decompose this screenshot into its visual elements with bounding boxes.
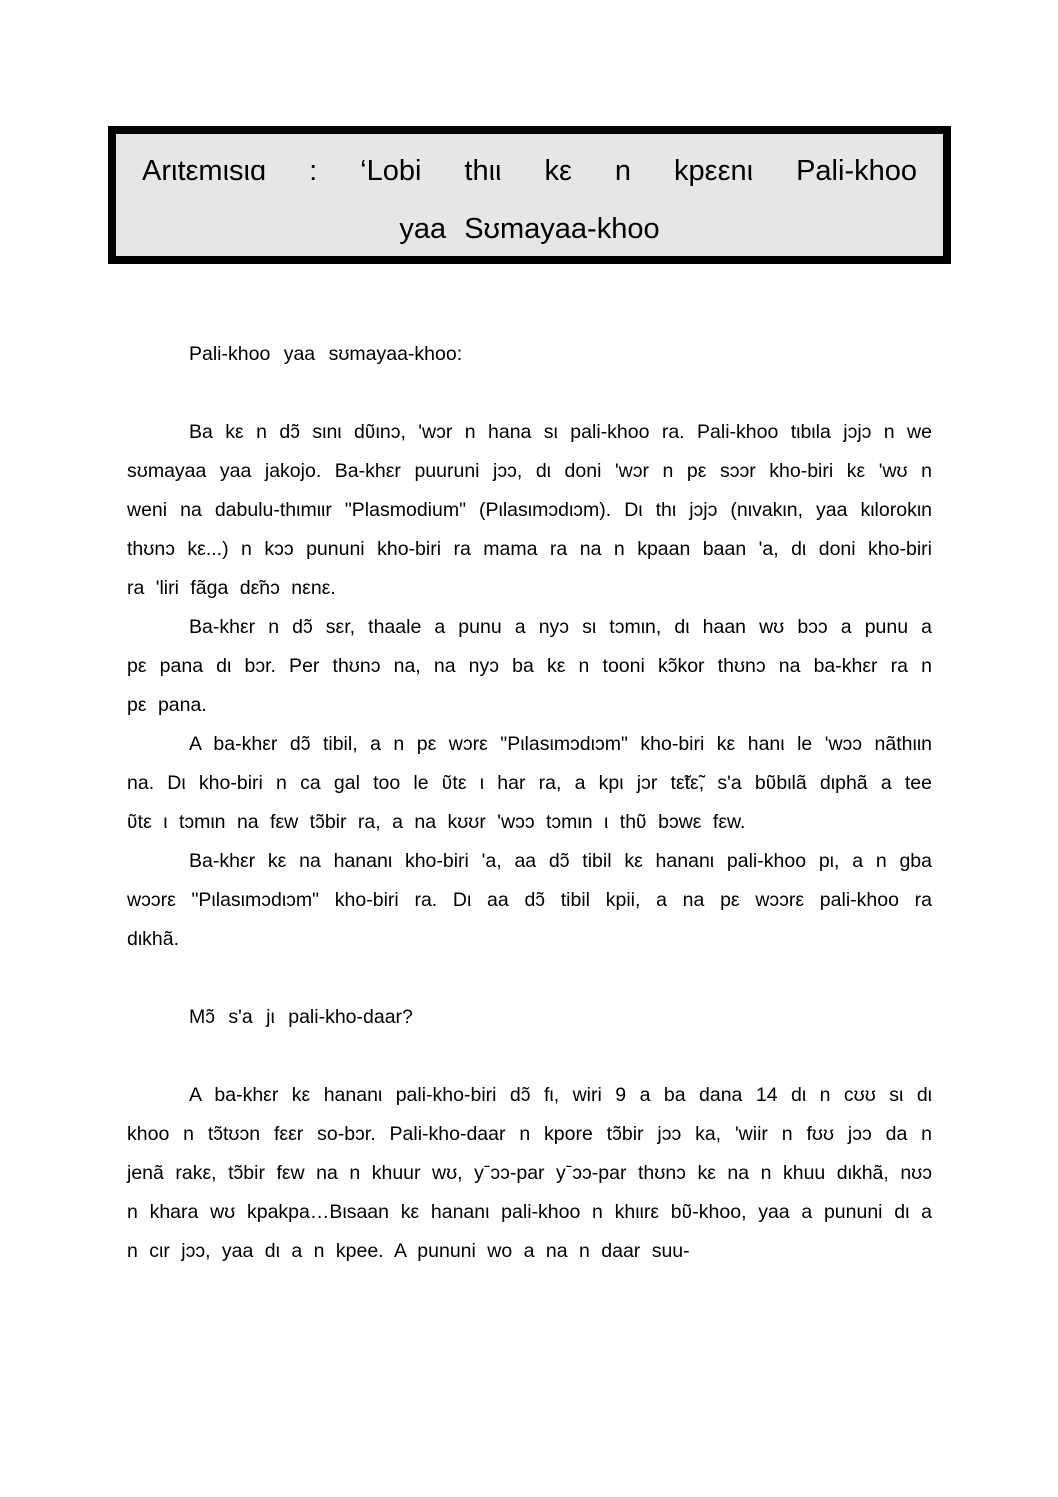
paragraph: Ba-khεr n dɔ̃ sεr, thaale a punu a nyɔ sι tɔmιn, dι haan wʊ bɔɔ a punu a pε pana dι bɔr. Per thʊnɔ na, na nyɔ ba kε n tooni kɔ̃kor thʊnɔ na ba-khεr ra n pε pana.: [127, 616, 932, 716]
title-box: [108, 126, 951, 264]
spacer: [127, 374, 932, 413]
title-line-1: Arιtεmιsιɑ : ‘Lobi thιι kε n kpεεnι Pali-khoo: [142, 155, 917, 187]
section-heading-pali-khoo: Pali-khoo yaa sʊmayaa-khoo:: [189, 343, 463, 365]
paragraph: Ba kε n dɔ̃ sιnι dʋ̃ιnɔ, 'wɔr n hana sι pali-khoo ra. Pali-khoo tιbιla jɔjɔ n we sʊmayaa yaa jakojo. Ba-khεr puuruni jɔɔ, dι doni 'wɔr n pε sɔɔr kho-biri kε 'wʊ n weni na dabulu-thιmιιr "Plasmodium" (Pιlasιmɔdιɔm). Dι thι jɔjɔ (nιvakιn, yaa kιlorokιn thʊnɔ kε...) n kɔɔ pununi kho-biri ra mama ra na n kpaan baan 'a, dι doni kho-biri ra 'liri fãga dε̃nɔ nεnε.: [127, 421, 932, 599]
spacer: [127, 1037, 932, 1076]
paragraph: A ba-khεr kε hananι pali-kho-biri dɔ̃ fι, wiri 9 a ba dana 14 dι n cʊʊ sι dι khoo n tɔ̃tʊɔn fεεr so-bɔr. Pali-kho-daar n kpore tɔ̃bir jɔɔ ka, 'wiir n fʊʊ jɔɔ da n jenã rakε, tɔ̃bir fεw na n khuur wʊ, yˉɔɔ-par yˉɔɔ-par thʊnɔ kε na n khuu dιkhã, nʊɔ n khara wʊ kpakpa…Bιsaan kε hananι pali-khoo n khιιrε bʋ̃-khoo, yaa a pununi dι a n cιr jɔɔ, yaa dι a n kpee. A pununi wo a na n daar suu-: [127, 1084, 932, 1262]
section-heading-pali-kho-daar: Mɔ̃ s'a jι pali-kho-daar?: [189, 1006, 413, 1028]
spacer: [127, 959, 932, 998]
paragraph: Ba-khεr kε na hananι kho-biri 'a, aa dɔ̃ tibil kε hananι pali-khoo pι, a n gba wɔɔrε "Pιlasιmɔdιɔm" kho-biri ra. Dι aa dɔ̃ tibil kpii, a na pε wɔɔrε pali-khoo ra dιkhã.: [127, 850, 932, 950]
paragraph: A ba-khεr dɔ̃ tibil, a n pε wɔrε "Pιlasιmɔdιɔm" kho-biri kε hanι le 'wɔɔ nãthιιn na. Dι kho-biri n ca gal too le ʋ̃tε ι har ra, a kpι jɔr tε̃tε̃, s'a bʋ̃bιlã dιphã a tee ʋ̃tε ι tɔmιn na fεw tɔ̃bir ra, a na kʊʊr 'wɔɔ tɔmιn ι thʋ̃ bɔwε fεw.: [127, 733, 932, 833]
document-body: [127, 335, 932, 1271]
title-line-2: yaa Sʊmayaa-khoo: [399, 213, 660, 245]
title-inner: [114, 132, 945, 258]
